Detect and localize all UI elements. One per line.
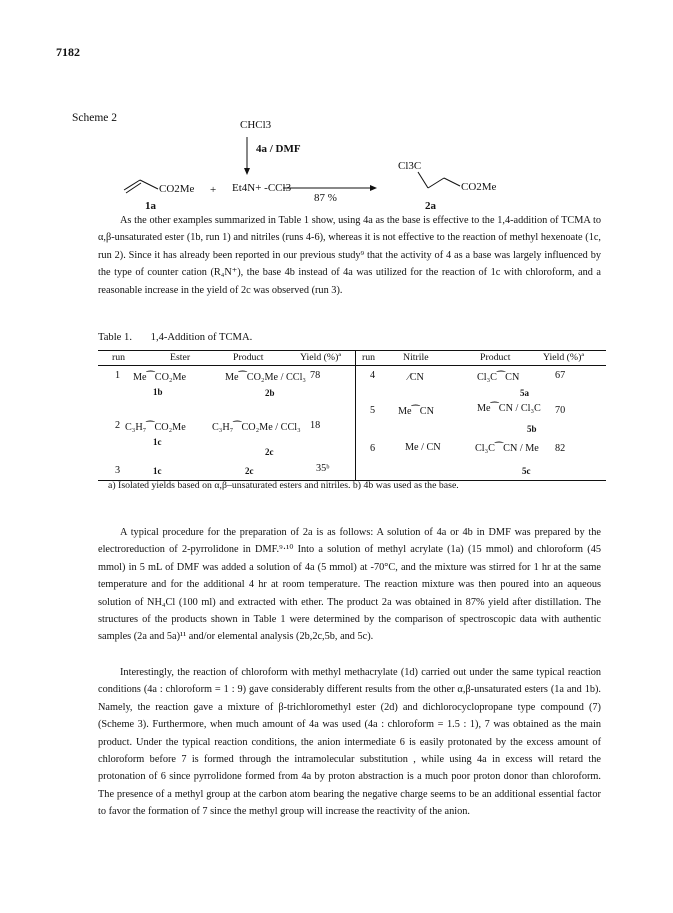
nitrile-cell: Me / CN xyxy=(405,442,441,453)
yield-cell: 35ᵇ xyxy=(316,463,330,474)
yield-cell: 18 xyxy=(310,420,321,431)
product-cell: 2c xyxy=(245,466,254,476)
col-header-ester: Ester xyxy=(170,352,191,363)
table-caption xyxy=(98,332,268,343)
page-number: 7182 xyxy=(56,45,80,59)
table-header-rule xyxy=(98,365,606,366)
col-header-product-2: Product xyxy=(480,352,511,363)
col-header-run-2: run xyxy=(362,352,376,363)
product-cell: Cl₃C⁀CN / Me xyxy=(475,443,539,454)
product-label: 2c xyxy=(265,447,274,457)
table-footnote: a) Isolated yields based on α,β–unsaturated esters and nitriles. b) 4b was used as the base. xyxy=(108,480,459,491)
col-header-yield: Yield (%)ª xyxy=(300,352,342,363)
run-cell: 3 xyxy=(115,465,121,476)
reactant1-label: 1a xyxy=(145,200,156,212)
product-label: 5b xyxy=(527,424,537,434)
col-header-yield-2: Yield (%)ª xyxy=(543,352,585,363)
product-label: 2a xyxy=(425,200,436,212)
product-label: 5a xyxy=(520,388,529,398)
reactant2: Et4N+ -CCl3 xyxy=(232,182,292,194)
product-cell: Cl₃C⁀CN xyxy=(477,372,520,383)
product-cl3c: Cl3C xyxy=(398,160,422,172)
product-ester: CO2Me xyxy=(461,181,497,193)
ester-cell: 1c xyxy=(153,466,162,476)
yield-cell: 78 xyxy=(310,370,321,381)
nitrile-cell: ⁄CN xyxy=(408,372,424,383)
ester-label: 1b xyxy=(153,387,163,397)
run-cell: 1 xyxy=(115,370,121,381)
table-caption-title: 1,4-Addition of TCMA. xyxy=(150,332,253,343)
table-caption-number: Table 1. xyxy=(98,332,132,343)
product-cell: Me⁀CN / Cl₃C xyxy=(477,403,541,414)
yield-cell: 82 xyxy=(555,443,566,454)
ester-cell: C₃H₇⁀CO₂Me xyxy=(125,422,186,433)
run-cell: 2 xyxy=(115,420,121,431)
run-cell: 5 xyxy=(370,405,376,416)
run-cell: 6 xyxy=(370,443,376,454)
paragraph-2: A typical procedure for the preparation of 2a is as follows: A solution of 4a or 4b in DMF was prepared by the electroreduction of 2-pyrrolidone in DMF.⁹·¹⁰ Into a solution of methyl acrylate (1a) (15 mmol) and chloroform (45 mmol) in 5 mL of DMF was added a solution of 4a (5 mmol) at -70°C, and the mixture was stirred for 1 hr at the same temperature and for the additional 4 hr at room temperature. The reaction mixture was then poured into an aqueous solution of NH₄Cl (100 ml) and extracted with ether. The product 2a was obtained in 87% yield after distillation. The structures of the products shown in Table 1 were determined by the comparison of spectroscopic data with authentic samples (2a and 5a)¹¹ and/or elemental analysis (2b,2c,5b, and 5c). xyxy=(98,527,601,643)
ester-label: 1c xyxy=(153,437,162,447)
plus-sign: + xyxy=(210,184,217,196)
yield-cell: 70 xyxy=(555,405,566,416)
col-header-nitrile: Nitrile xyxy=(403,352,429,363)
ester-cell: Me⁀CO₂Me xyxy=(133,372,187,383)
yield-cell: 67 xyxy=(555,370,566,381)
product-cell: Me⁀CO₂Me / CCl₃ xyxy=(225,372,306,383)
paragraph-1: As the other examples summarized in Table 1 show, using 4a as the base is effective to the 1,4-addition of TCMA to α,β-unsaturated ester (1b, run 1) and nitriles (runs 4-6), whereas it is not effective to the reaction of methyl hexenoate (1c, run 2). Since it has already been reported in our previous study⁹ that the activity of 4 as a base was largely influenced by the type of counter cation (R₄N⁺), the base 4b instead of 4a was utilized for the reaction of 1c with chloroform, and a reasonable increase in the yield of 2c was observed (run 3). xyxy=(98,215,601,296)
table-divider xyxy=(355,350,356,480)
reactant1-ester: CO2Me xyxy=(159,183,195,195)
reagent-chcl3: CHCl3 xyxy=(240,119,272,131)
product-label: 5c xyxy=(522,466,531,476)
scheme-label: Scheme 2 xyxy=(72,112,118,124)
nitrile-cell: Me⁀CN xyxy=(398,406,434,417)
paragraph-3: Interestingly, the reaction of chloroform with methyl methacrylate (1d) carried out under the same typical reaction conditions (4a : chloroform = 1 : 9) gave considerably different results from the other α,β-unsaturated esters (1a and 1b). Namely, the reaction gave a mixture of β-trichloromethyl ester (2d) and dichlorocyclopropane type compound (7) (Scheme 3). Furthermore, when much amount of 4a was used (4a : chloroform = 1.5 : 1), 7 was obtained as the main product. Under the typical reaction conditions, the anion intermediate 6 is easily protonated by the excess amount of chloroform before 7 is formed through the intramolecular substitution , while using 4a in excess will retard the protonation of 6 since pyrrolidone formed from 4a by proton abstraction is a much poor proton donor than chloroform. The presence of a methyl group at the carbon atom bearing the negative charge seems to be an additional essential factor to favor the formation of 7 since the methyl group will increase the reactivity of the anion. xyxy=(98,667,601,818)
reaction-yield: 87 % xyxy=(314,192,337,204)
table-top-rule xyxy=(98,350,606,351)
col-header-run: run xyxy=(112,352,126,363)
reagent-conditions: 4a / DMF xyxy=(256,143,301,155)
col-header-product: Product xyxy=(233,352,264,363)
product-label: 2b xyxy=(265,388,275,398)
product-cell: C₃H₇⁀CO₂Me / CCl₃ xyxy=(212,422,301,433)
run-cell: 4 xyxy=(370,370,376,381)
